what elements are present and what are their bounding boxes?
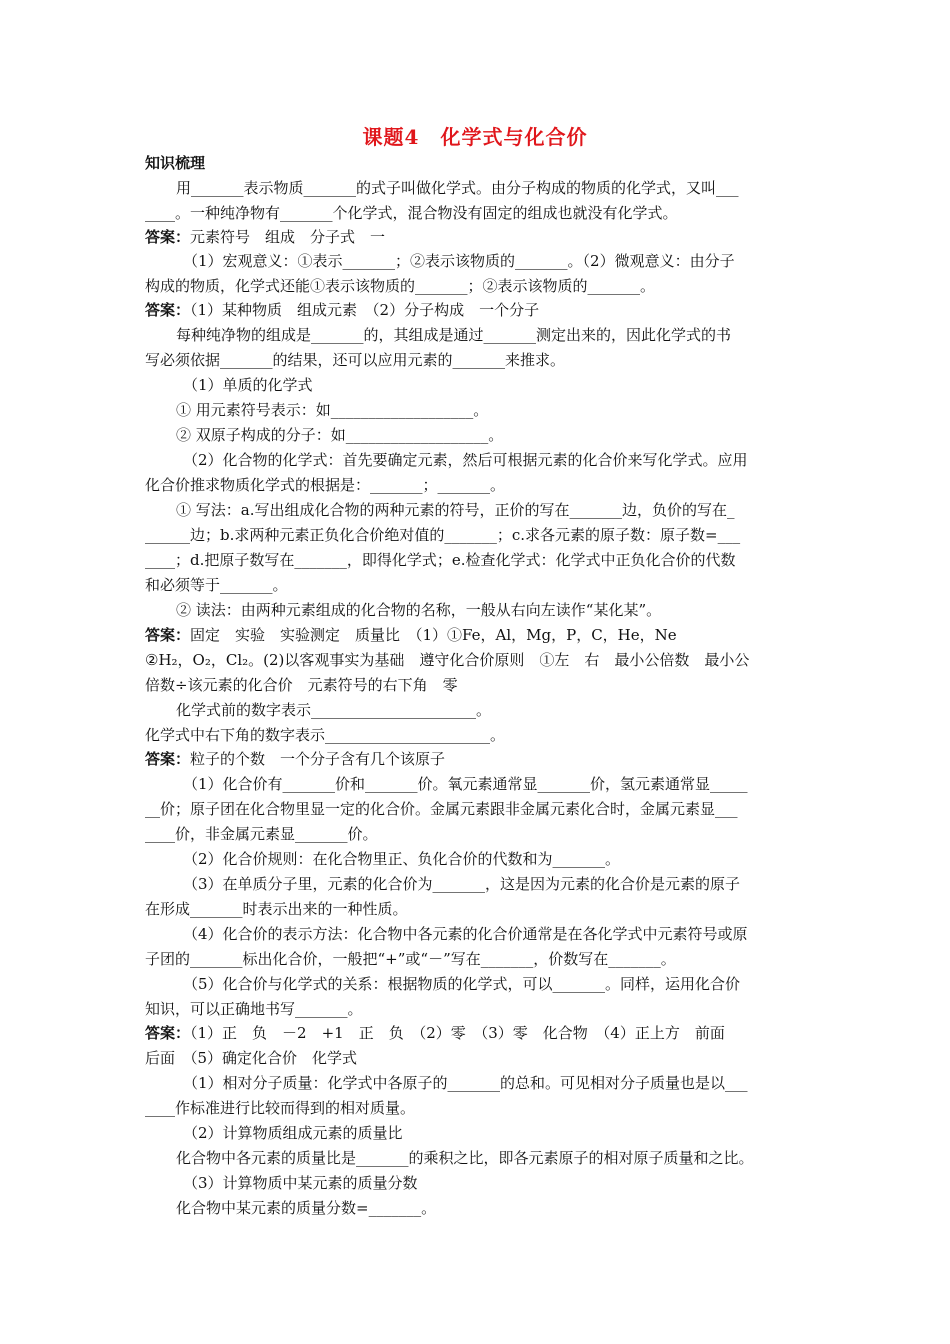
- section-heading-knowledge: 知识梳理: [145, 154, 206, 172]
- answer-text: 粒子的个数 一个分子含有几个该原子: [190, 750, 446, 768]
- text-line: ______边；b.求两种元素正负化合价绝对值的_______；c.求各元素的原子数：原子数=___: [145, 526, 741, 544]
- text-line: 在形成_______时表示出来的一种性质。: [145, 900, 408, 918]
- text-line: 写必须依据_______的结果，还可以应用元素的_______来推求。: [145, 351, 566, 369]
- text-line: （1）化合价有_______价和_______价。氧元素通常显_______价，氢元素通常显_____: [183, 775, 748, 793]
- answer-text: 元素符号 组成 分子式 一: [190, 228, 386, 246]
- text-line: 每种纯净物的组成是_______的，其组成是通过_______测定出来的，因此化学式的书: [176, 326, 732, 344]
- text-line: （1）宏观意义：①表示_______；②表示该物质的_______。（2）微观意义：由分子: [183, 252, 735, 270]
- document-title: 课题4 化学式与化合价: [362, 125, 588, 149]
- text-line: （1）单质的化学式: [183, 376, 313, 394]
- text-line: ① 写法：a.写出组成化合物的两种元素的符号，正价的写在_______边，负价的写在_: [176, 501, 735, 519]
- text-line: 化合物中某元素的质量分数=_______。: [176, 1199, 437, 1217]
- text-line: 构成的物质，化学式还能①表示该物质的_______；②表示该物质的_______。: [145, 277, 656, 295]
- text-line: 化学式中右下角的数字表示______________________。: [145, 726, 506, 744]
- text-line: 化合物中各元素的质量比是_______的乘积之比，即各元素原子的相对原子质量和之比。: [176, 1149, 754, 1167]
- answer-line: [145, 300, 539, 320]
- text-line: ____价，非金属元素显_______价。: [145, 825, 378, 843]
- text-line: ____。一种纯净物有_______个化学式，混合物没有固定的组成也就没有化学式。: [145, 204, 678, 222]
- answer-line: [145, 749, 445, 769]
- text-line: （3）计算物质中某元素的质量分数: [183, 1174, 418, 1192]
- text-line: （1）相对分子质量：化学式中各原子的_______的总和。可见相对分子质量也是以___: [183, 1074, 748, 1092]
- answer-line: [145, 1023, 725, 1043]
- answer-label: 答案：: [145, 626, 191, 644]
- text-line: ② 读法：由两种元素组成的化合物的名称，一般从右向左读作“某化某”。: [176, 601, 662, 619]
- answer-text: （1）正 负 －2 +1 正 负 （2）零 （3）零 化合物 （4）正上方 前面: [190, 1024, 725, 1042]
- answer-label: 答案：: [145, 301, 191, 319]
- text-line: （2）化合物的化学式：首先要确定元素，然后可根据元素的化合价来写化学式。应用: [183, 451, 748, 469]
- text-line: （2）化合价规则：在化合物里正、负化合价的代数和为_______。: [183, 850, 621, 868]
- text-line: 倍数÷该元素的化合价 元素符号的右下角 零: [145, 676, 458, 694]
- answer-line: [145, 625, 677, 645]
- text-line: （2）计算物质组成元素的质量比: [183, 1124, 403, 1142]
- text-line: （3）在单质分子里，元素的化合价为_______，这是因为元素的化合价是元素的原子: [183, 875, 741, 893]
- text-line: 知识，可以正确地书写_______。: [145, 1000, 363, 1018]
- answer-text: 固定 实验 实验测定 质量比 （1）①Fe，Al，Mg，P，C，He，Ne: [190, 626, 677, 644]
- answer-label: 答案：: [145, 228, 191, 246]
- text-line: ① 用元素符号表示：如___________________。: [176, 401, 489, 419]
- answer-line: [145, 227, 385, 247]
- text-line: 子团的_______标出化合价，一般把“+”或“－”写在_______，价数写在_______。: [145, 950, 676, 968]
- text-line: （5）化合价与化学式的关系：根据物质的化学式，可以_______。同样，运用化合价: [183, 975, 741, 993]
- text-line: 和必须等于_______。: [145, 576, 288, 594]
- text-line: ② 双原子构成的分子：如___________________。: [176, 426, 504, 444]
- answer-label: 答案：: [145, 750, 191, 768]
- answer-label: 答案：: [145, 1024, 191, 1042]
- answer-text: （1）某种物质 组成元素 （2）分子构成 一个分子: [190, 301, 540, 319]
- text-line: 化学式前的数字表示______________________。: [176, 701, 492, 719]
- text-line: ____；d.把原子数写在_______，即得化学式；e.检查化学式：化学式中正负化合价的代数: [145, 551, 736, 569]
- text-line: ____作标准进行比较而得到的相对质量。: [145, 1099, 416, 1117]
- text-line: （4）化合价的表示方法：化合物中各元素的化合价通常是在各化学式中元素符号或原: [183, 925, 748, 943]
- text-line: 后面 （5）确定化合价 化学式: [145, 1049, 358, 1067]
- text-line: 用_______表示物质_______的式子叫做化学式。由分子构成的物质的化学式，又叫___: [176, 179, 739, 197]
- text-line: 化合价推求物质化学式的根据是：_______；_______。: [145, 476, 506, 494]
- text-line: __价；原子团在化合物里显一定的化合价。金属元素跟非金属元素化合时，金属元素显___: [145, 800, 738, 818]
- text-line: ②H₂，O₂，Cl₂。(2)以客观事实为基础 遵守化合价原则 ①左 右 最小公倍数 最小公: [145, 651, 750, 669]
